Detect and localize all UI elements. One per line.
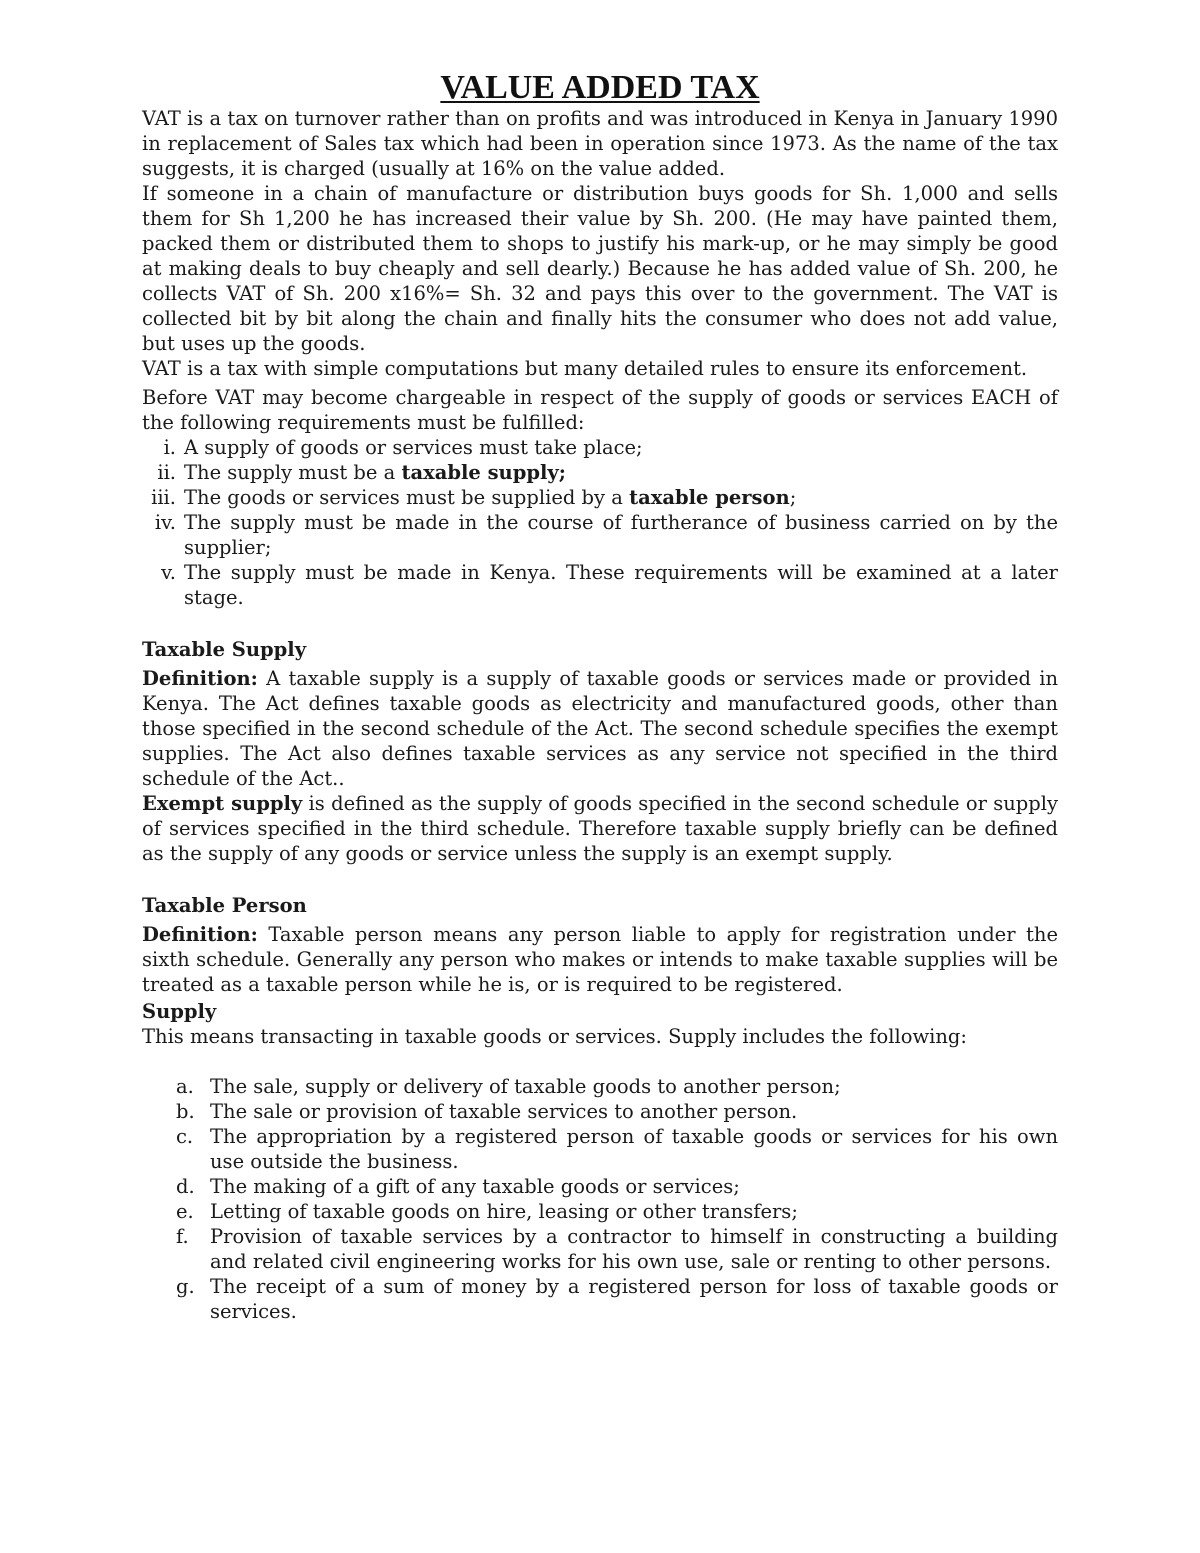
list-item-text: The supply must be a (184, 461, 402, 484)
list-marker: g. (176, 1275, 195, 1298)
intro-paragraph: Before VAT may become chargeable in respect of the supply of goods or services EACH of the following requirements must be fulfilled: (142, 386, 1058, 434)
intro-paragraph: VAT is a tax on turnover rather than on profits and was introduced in Kenya in January 1990 in replacement of Sales tax which had been in operation since 1973. As the name of the tax suggests, it is charged (usually at 16% on the value added. (142, 107, 1058, 180)
list-item (142, 1124, 1058, 1174)
definition-text: Taxable person means any person liable to apply for registration under the sixth schedule. Generally any person who makes or intends to make taxable supplies will be treated as a taxable person while he is, or is required to be registered. (142, 923, 1058, 996)
list-item-text: A supply of goods or services must take place; (184, 436, 643, 459)
definition-text: A taxable supply is a supply of taxable goods or services made or provided in Kenya. The Act defines taxable goods as electricity and manufactured goods, other than those specified in the second schedule of the Act. The second schedule specifies the exempt supplies. The Act also defines taxable services as any service not specified in the third schedule of the Act.. (142, 667, 1058, 790)
list-marker: e. (176, 1200, 194, 1223)
section-heading-supply: Supply (142, 1000, 217, 1023)
definition-label: Definition: (142, 667, 258, 690)
list-item-text: Provision of taxable services by a contractor to himself in constructing a building and related civil engineering works for his own use, sale or renting to other persons. (210, 1225, 1058, 1273)
list-item (142, 1074, 1058, 1099)
list-item (142, 460, 1058, 485)
supply-list (142, 1074, 1058, 1324)
list-item-text: The appropriation by a registered person of taxable goods or services for his own use outside the business. (210, 1125, 1058, 1173)
list-item-text: The making of a gift of any taxable goods or services; (210, 1175, 740, 1198)
list-marker: d. (176, 1175, 195, 1198)
list-item-text: The supply must be made in Kenya. These requirements will be examined at a later stage. (184, 561, 1058, 609)
list-item-text: Letting of taxable goods on hire, leasing or other transfers; (210, 1200, 798, 1223)
list-item (142, 1174, 1058, 1199)
definition-paragraph (142, 666, 1058, 791)
list-marker: i. (163, 436, 176, 459)
section-heading-taxable-supply: Taxable Supply (142, 638, 307, 661)
page-title: VALUE ADDED TAX (440, 69, 760, 106)
intro-paragraph: If someone in a chain of manufacture or distribution buys goods for Sh. 1,000 and sells them for Sh 1,200 he has increased their value by Sh. 200. (He may have painted them, packed them or distributed them to shops to justify his mark-up, or he may simply be good at making deals to buy cheaply and sell dearly.) Because he has added value of Sh. 200, he collects VAT of Sh. 200 x16%= Sh. 32 and pays this over to the government. The VAT is collected bit by bit along the chain and finally hits the consumer who does not add value, but uses up the goods. (142, 182, 1058, 355)
exempt-text: is defined as the supply of goods specified in the second schedule or supply of services specified in the third schedule. Therefore taxable supply briefly can be defined as the supply of any goods or service unless the supply is an exempt supply. (142, 792, 1058, 865)
list-item (142, 560, 1058, 610)
section-heading-taxable-person: Taxable Person (142, 894, 307, 917)
list-item (142, 1224, 1058, 1274)
list-item (142, 1099, 1058, 1124)
list-item-text: ; (789, 486, 797, 509)
list-marker: c. (176, 1125, 194, 1148)
requirements-list (142, 435, 1058, 610)
definition-label: Definition: (142, 923, 258, 946)
list-marker: a. (176, 1075, 194, 1098)
list-item-emphasis: taxable person (629, 486, 790, 509)
list-marker: iii. (151, 486, 176, 509)
list-marker: b. (176, 1100, 195, 1123)
list-item-text: The sale, supply or delivery of taxable goods to another person; (210, 1075, 841, 1098)
list-item-text: The goods or services must be supplied by a (184, 486, 630, 509)
definition-paragraph (142, 922, 1058, 997)
exempt-label: Exempt supply (142, 792, 303, 815)
list-item-emphasis: taxable supply; (401, 461, 566, 484)
list-item (142, 435, 1058, 460)
list-marker: f. (176, 1225, 189, 1248)
list-item-text: The sale or provision of taxable services to another person. (210, 1100, 798, 1123)
intro-paragraph: VAT is a tax with simple computations but many detailed rules to ensure its enforcement. (142, 357, 1028, 380)
exempt-paragraph (142, 791, 1058, 866)
list-item-text: The receipt of a sum of money by a registered person for loss of taxable goods or services. (210, 1275, 1058, 1323)
list-item-text: The supply must be made in the course of furtherance of business carried on by the supplier; (184, 511, 1058, 559)
list-item (142, 1199, 1058, 1224)
list-item (142, 485, 1058, 510)
list-item (142, 1274, 1058, 1324)
list-marker: v. (161, 561, 176, 584)
list-marker: ii. (157, 461, 176, 484)
list-item (142, 510, 1058, 560)
supply-intro: This means transacting in taxable goods or services. Supply includes the following: (142, 1025, 967, 1048)
list-marker: iv. (154, 511, 176, 534)
